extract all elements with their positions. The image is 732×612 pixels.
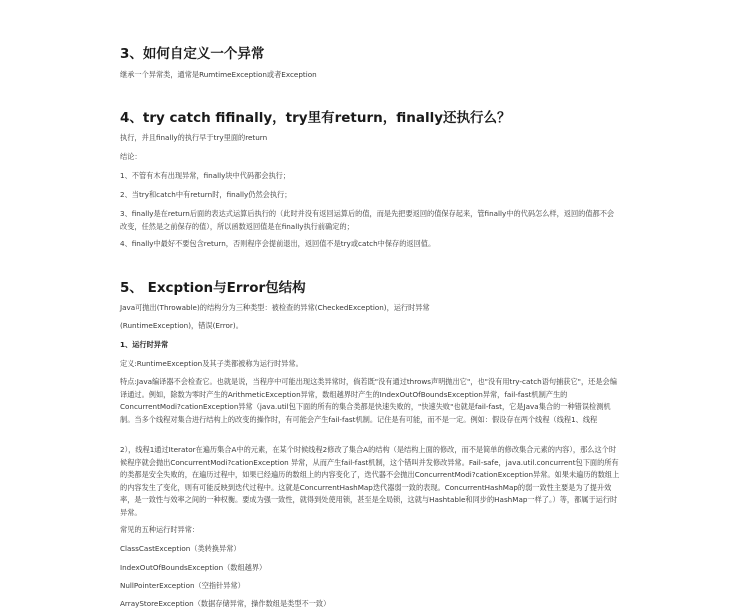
section-5-characteristics: 特点:Java编译器不会检查它。也就是说，当程序中可能出现这类异常时，倘若既"没有通过throws声明抛出它"，也"没有用try-catch语句捕获它"，还是会编译通过。例如，除数为零时产生的ArithmeticException异常，数组越界时产生的IndexOutOfBoundsException异常，fail-fast机制产生的ConcurrentModi?cationException异常（java.util包下面的所有的集合类都是快速失败的，"快速失败"也就是fail-fast，它是Java集合的一种错误检测机制。当多个线程对集合进行结构上的改变的操作时，有可能会产生fail-fast机制。记住是有可能，而不是一定。例如：假设存在两个线程（线程1、线程 bbox=[120, 377, 617, 424]
section-4-point-4: 4、finally中最好不要包含return，否则程序会提前退出，返回值不是try或catch中保存的返回值。 bbox=[120, 239, 436, 248]
section-4-point-1: 1、不管有木有出现异常，finally块中代码都会执行； bbox=[120, 171, 291, 180]
section-5-common-list-label: 常见的五种运行时异常： bbox=[120, 525, 200, 534]
list-item: ClassCastException（类转换异常） bbox=[120, 544, 241, 553]
section-3-paragraph: 继承一个异常类，通常是RumtimeException或者Exception bbox=[120, 70, 317, 79]
section-4-point-3: 3、finally是在return后面的表达式运算后执行的（此时并没有返回运算后的值，而是先把要返回的值保存起来，管finally中的代码怎么样，返回的值都不会改变，任然是之前保存的值），所以函数返回值是在finally执行前确定的； bbox=[120, 209, 615, 231]
list-item: NullPointerException（空指针异常） bbox=[120, 581, 245, 590]
section-5-example-continued: 2），线程1通过Iterator在遍历集合A中的元素，在某个时候线程2修改了集合A的结构（是结构上面的修改，而不是简单的修改集合元素的内容），那么这个时候程序就会抛出ConcurrentModi?cationException 异常，从而产生fail-fast机制，这个错叫并发修改异常。Fail-safe，java.util.concurrent包下面的所有的类都是安全失败的，在遍历过程中，如果已经遍历的数组上的内容变化了，迭代器不会抛出ConcurrentModi?cationException异常。如果未遍历的数组上的内容发生了变化，则有可能反映到迭代过程中。这就是ConcurrentHashMap迭代器弱一致的表现。ConcurrentHashMap的弱一致性主要是为了提升效率，是一致性与效率之间的一种权衡。要成为强一致性，就得到处使用锁，甚至是全局锁，这就与Hashtable和同步的HashMap一样了。）等，都属于运行时异常。 bbox=[120, 445, 620, 517]
section-5-definition: 定义:RuntimeException及其子类都被称为运行时异常。 bbox=[120, 359, 303, 368]
section-4-heading: 4、try catch fifinally，try里有return，finally还执行么？ bbox=[120, 110, 511, 126]
list-item: IndexOutOfBoundsException（数组越界） bbox=[120, 563, 267, 572]
section-5-paragraph-2: (RuntimeException)，错误(Error)。 bbox=[120, 321, 243, 330]
list-item: ArrayStoreException（数据存储异常，操作数组是类型不一致） bbox=[120, 599, 331, 608]
section-3-heading: 3、如何自定义一个异常 bbox=[120, 46, 265, 62]
section-5-heading: 5、 Excption与Error包结构 bbox=[120, 280, 306, 296]
section-4-paragraph-1: 执行，并且finally的执行早于try里面的return bbox=[120, 133, 268, 142]
section-5-paragraph-1: Java可抛出(Throwable)的结构分为三种类型：被检查的异常(CheckedException)，运行时异常 bbox=[120, 303, 430, 312]
section-5-subheading: 1、运行时异常 bbox=[120, 340, 169, 349]
section-4-conclusion-label: 结论： bbox=[120, 152, 142, 161]
section-4-point-2: 2、当try和catch中有return时，finally仍然会执行； bbox=[120, 190, 292, 199]
